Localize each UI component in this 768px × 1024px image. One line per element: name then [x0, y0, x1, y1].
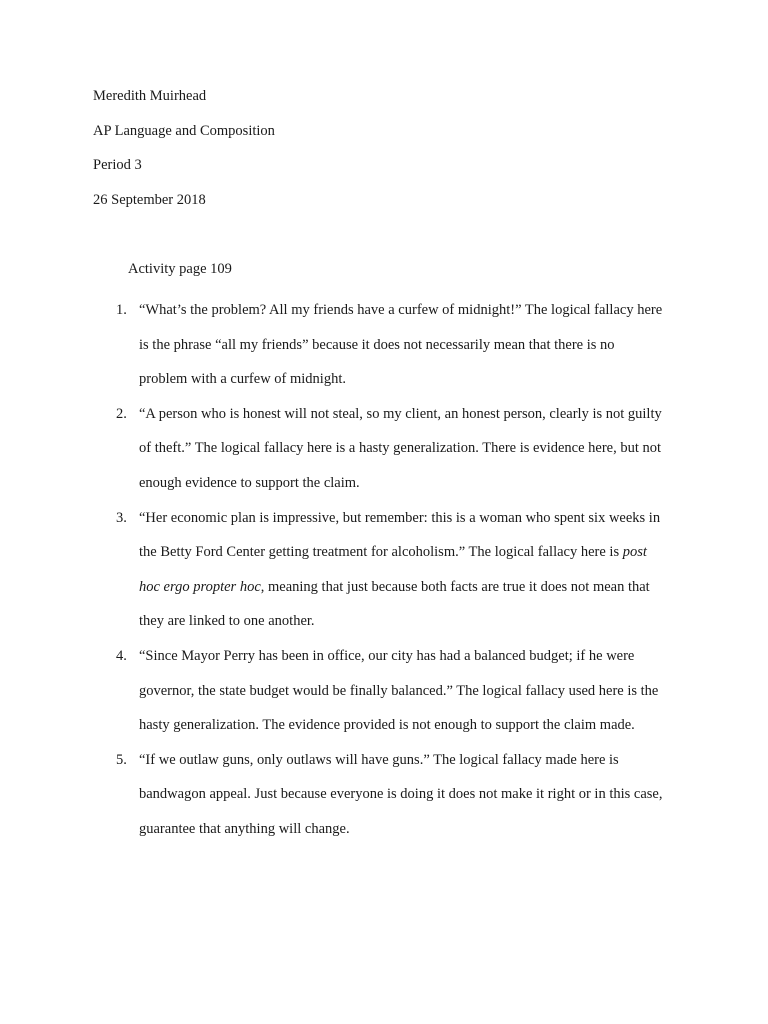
list-item-number: 2.	[116, 405, 127, 422]
course-name: AP Language and Composition	[93, 123, 275, 139]
list-item-number: 4.	[116, 647, 127, 664]
list-item-text-before: “Her economic plan is impressive, but remember: this is a woman who spent six weeks in the Betty Ford Center getting treatment for alcoholism.” The logical fallacy here is	[139, 509, 661, 561]
list-item-number: 3.	[116, 509, 127, 526]
list-item-number: 5.	[116, 751, 127, 768]
numbered-list	[0, 293, 768, 847]
list-item-number: 1.	[116, 302, 127, 318]
class-period: Period 3	[93, 157, 142, 173]
student-name: Meredith Muirhead	[93, 88, 207, 104]
list-item	[0, 639, 768, 743]
list-item-text	[139, 501, 665, 639]
list-item	[0, 743, 768, 847]
activity-title: Activity page 109	[128, 261, 232, 277]
latin-phrase: post hoc ergo propter hoc	[139, 544, 647, 595]
list-item	[0, 501, 768, 639]
list-item-text: “If we outlaw guns, only outlaws will have guns.” The logical fallacy made here is bandwagon appeal. Just because everyone is doing it does not make it right or in this case, guarantee that anything will change.	[139, 751, 663, 837]
list-item	[0, 397, 768, 501]
list-item-text: “What’s the problem? All my friends have a curfew of midnight!” The logical fallacy here is the phrase “all my friends” because it does not necessarily mean that there is no problem with a curfew of midnight.	[139, 302, 663, 388]
list-item-text: “A person who is honest will not steal, so my client, an honest person, clearly is not guilty of theft.” The logical fallacy here is a hasty generalization. There is evidence here, but not enough evidence to support the claim.	[139, 405, 662, 491]
list-item	[0, 293, 768, 397]
document-date: 26 September 2018	[93, 192, 206, 208]
list-item-text-after: , meaning that just because both facts are true it does not mean that they are linked to one another.	[139, 578, 650, 630]
list-item-text: “Since Mayor Perry has been in office, our city has had a balanced budget; if he were governor, the state budget would be finally balanced.” The logical fallacy used here is the hasty generalization. The evidence provided is not enough to support the claim made.	[139, 647, 659, 734]
